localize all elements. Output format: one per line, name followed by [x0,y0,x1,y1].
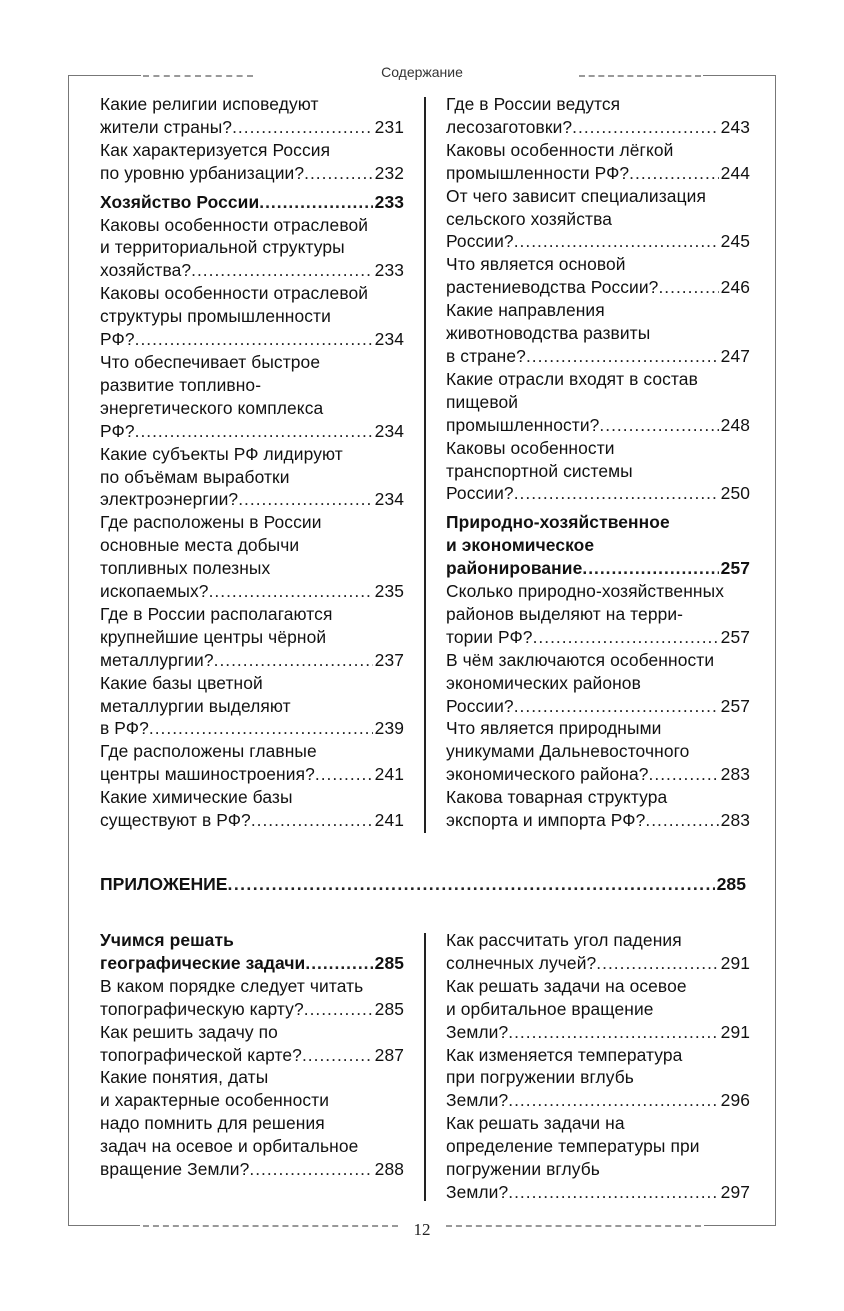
toc-entry-line: Каковы особенности отраслевой [100,214,369,235]
toc-page-number: 250 [720,483,750,504]
leader-dots [238,488,372,511]
toc-page-number: 285 [374,952,404,973]
leader-dots [582,557,718,580]
toc-page-number: 245 [720,231,750,252]
toc-entry[interactable] [446,975,750,1044]
toc-entry-line: вращение Земли? [100,1159,250,1180]
toc-entry-line: энергетического комплекса [100,397,324,418]
leader-dots [191,259,373,282]
toc-column-right-top [446,93,750,832]
toc-page-number: 232 [374,162,404,183]
toc-entry-line: России? [446,483,514,504]
leader-dots [304,998,373,1021]
leader-dots [514,482,719,505]
toc-page-number: 243 [720,116,750,137]
toc-entry-line: Каковы особенности отраслевой [100,283,369,304]
leader-dots [599,414,718,437]
toc-entry-line: и экономическое [446,535,595,556]
toc-entry-line: Что является природными [446,718,662,739]
toc-entry-line: сельского хозяйства [446,208,612,229]
toc-entry[interactable] [446,1112,750,1204]
toc-entry-line: Что является основой [446,254,626,275]
leader-dots [302,1044,373,1067]
toc-page-number: 234 [374,329,404,350]
toc-entry[interactable] [446,511,750,580]
toc-entry-line: уникумами Дальневосточного [446,741,690,762]
toc-entry-line: Какие базы цветной [100,672,263,693]
leader-dots [214,649,373,672]
toc-entry[interactable] [446,649,750,718]
toc-entry-line: центры машиностроения? [100,764,315,785]
toc-entry-line: Как изменяется температура [446,1044,683,1065]
leader-dots [209,580,373,603]
toc-page-number: 234 [374,420,404,441]
toc-page-number: 244 [720,162,750,183]
toc-entry[interactable] [100,975,404,1021]
toc-page-number: 234 [374,489,404,510]
toc-page-number: 291 [720,1021,750,1042]
toc-entry-line: транспортной системы [446,460,633,481]
toc-entry-line: пищевой [446,391,519,412]
toc-entry[interactable] [446,580,750,649]
leader-dots [249,1158,372,1181]
toc-entry-line: От чего зависит специализация [446,185,706,206]
toc-entry-line: Какие субъекты РФ лидируют [100,443,343,464]
toc-entry-line: ископаемых? [100,581,209,602]
toc-page-number: 235 [374,581,404,602]
toc-entry-line: погружении вглубь [446,1159,600,1180]
toc-page-number: 241 [374,810,404,831]
column-divider-bottom [424,933,426,1201]
appendix-page: 285 [716,874,746,894]
toc-entry-line: Земли? [446,1090,509,1111]
leader-dots [228,874,715,895]
toc-entry-line: в РФ? [100,718,149,739]
toc-page-number: 285 [374,998,404,1019]
toc-entry-line: топографической карте? [100,1044,302,1065]
toc-entry-line: и территориальной структуры [100,237,345,258]
toc-entry-line: Где в России располагаются [100,603,333,624]
leader-dots [135,420,373,443]
leader-dots [135,328,373,351]
toc-page-number: 257 [720,626,750,647]
toc-entry-line: крупнейшие центры чёрной [100,626,327,647]
toc-entry-line: РФ? [100,420,135,441]
toc-entry[interactable] [100,786,404,832]
toc-entry-line: Какова товарная структура [446,787,668,808]
toc-entry-line: существуют в РФ? [100,810,251,831]
toc-column-left-bottom [100,929,404,1181]
toc-page-number: 233 [374,191,404,212]
leader-dots [251,809,373,832]
toc-entry-line: экономических районов [446,672,641,693]
toc-page-number: 257 [720,558,750,579]
toc-entry-line: Как решать задачи на осевое [446,975,687,996]
toc-page-number: 297 [720,1181,750,1202]
toc-page-number: 247 [720,345,750,366]
toc-entry-line: Какие химические базы [100,787,293,808]
toc-page-number: 287 [374,1044,404,1065]
toc-entry[interactable] [446,185,750,254]
toc-entry[interactable] [100,191,404,214]
running-header: Содержание [381,64,463,80]
toc-page-number: 231 [374,116,404,137]
leader-dots [572,116,719,139]
column-divider-top [424,97,426,833]
toc-entry[interactable] [446,139,750,185]
toc-entry[interactable] [446,368,750,437]
toc-entry-line: жители страны? [100,116,233,137]
toc-entry-line: Земли? [446,1181,509,1202]
toc-entry[interactable] [446,786,750,832]
toc-entry-line: Сколько природно-хозяйственных [446,581,725,602]
toc-entry-line: и орбитальное вращение [446,998,654,1019]
toc-entry-line: Как рассчитать угол падения [446,930,682,950]
toc-entry-line: Природно-хозяйственное [446,512,670,533]
toc-entry[interactable] [100,740,404,786]
toc-entry-line: географические задачи [100,952,306,973]
page-number: 12 [413,1220,431,1239]
toc-entry-line: определение температуры при [446,1136,700,1157]
leader-dots [658,276,718,299]
toc-entry-line: хозяйства? [100,260,192,281]
toc-entry[interactable] [446,1044,750,1113]
appendix-title: ПРИЛОЖЕНИЕ [100,874,228,894]
toc-entry-line: Каковы особенности [446,437,615,458]
toc-page-number: 237 [374,649,404,670]
toc-entry[interactable] [100,443,404,512]
toc-entry[interactable] [446,253,750,299]
toc-entry[interactable] [100,672,404,741]
toc-entry-line: Учимся решать [100,930,234,950]
toc-column-right-bottom [446,929,750,1204]
toc-entry-line: по объёмам выработки [100,466,290,487]
toc-entry-line: Где в России ведутся [446,94,621,114]
toc-entry-line: районирование [446,558,583,579]
toc-entry[interactable] [100,929,404,975]
toc-page-number: 246 [720,277,750,298]
leader-dots [508,1089,718,1112]
toc-entry-line: РФ? [100,329,135,350]
toc-entry-line: Как решать задачи на [446,1113,625,1134]
toc-entry-line: в стране? [446,345,526,366]
toc-entry-line: растениеводства России? [446,277,659,298]
leader-dots [526,345,719,368]
toc-appendix-entry[interactable] [100,874,746,895]
toc-entry-line: задач на осевое и орбитальное [100,1136,359,1157]
toc-entry-line: лесозаготовки? [446,116,573,137]
toc-entry-line: Какие религии исповедуют [100,94,319,114]
toc-entry-line: топливных полезных [100,558,271,579]
toc-entry-line: животноводства развиты [446,323,651,344]
toc-entry-line: районов выделяют на терри- [446,603,684,624]
toc-entry-line: основные места добычи [100,535,300,556]
toc-entry-line: Какие направления [446,300,605,321]
toc-entry-line: В чём заключаются особенности [446,649,715,670]
toc-entry[interactable] [100,511,404,603]
toc-entry-line: Каковы особенности лёгкой [446,139,674,160]
toc-entry-line: экспорта и импорта РФ? [446,810,646,831]
toc-page-number: 241 [374,764,404,785]
leader-dots [305,952,372,975]
leader-dots [315,763,373,786]
toc-entry[interactable] [100,1066,404,1181]
leader-dots [304,162,373,185]
toc-entry-line: России? [446,231,514,252]
leader-dots [508,1021,718,1044]
toc-column-left-top [100,93,404,832]
toc-entry[interactable] [100,282,404,351]
toc-page-number: 248 [720,414,750,435]
toc-entry-line: топографическую карту? [100,998,304,1019]
toc-entry-line: электроэнергии? [100,489,239,510]
toc-entry[interactable] [446,717,750,786]
leader-dots [629,162,719,185]
toc-entry-line: Какие отрасли входят в состав [446,368,698,389]
toc-entry-line: металлургии? [100,649,214,670]
toc-entry[interactable] [446,929,750,975]
toc-page-number: 257 [720,695,750,716]
toc-entry-line: экономического района? [446,764,649,785]
leader-dots [596,952,718,975]
toc-page-number: 291 [720,952,750,973]
toc-entry-line: Что обеспечивает быстрое [100,351,321,372]
toc-entry[interactable] [446,437,750,506]
toc-page-number: 288 [374,1159,404,1180]
toc-entry-line: тории РФ? [446,626,533,647]
toc-entry[interactable] [100,1021,404,1067]
toc-entry-line: Где расположены главные [100,741,317,762]
toc-entry-line: промышленности? [446,414,600,435]
toc-entry[interactable] [446,299,750,368]
toc-entry-line: солнечных лучей? [446,952,597,973]
toc-entry-line: Как решить задачу по [100,1021,278,1042]
leader-dots [508,1181,718,1204]
toc-entry-line: Земли? [446,1021,509,1042]
toc-entry-line: России? [446,695,514,716]
toc-entry-line: Какие понятия, даты [100,1067,269,1088]
toc-entry-line: металлургии выделяют [100,695,291,716]
toc-entry-line: при погружении вглубь [446,1067,634,1088]
leader-dots [514,230,719,253]
toc-entry[interactable] [100,603,404,672]
toc-page-number: 283 [720,810,750,831]
toc-entry-line: промышленности РФ? [446,162,630,183]
toc-entry-line: надо помнить для решения [100,1113,325,1134]
leader-dots [149,717,373,740]
leader-dots [645,809,718,832]
leader-dots [514,695,719,718]
toc-page-number: 296 [720,1090,750,1111]
toc-entry-line: структуры промышленности [100,306,331,327]
toc-entry-line: Где расположены в России [100,512,322,533]
toc-entry-line: Как характеризуется Россия [100,139,331,160]
toc-entry[interactable] [446,93,750,139]
toc-page-number: 239 [374,718,404,739]
toc-entry-line: по уровню урбанизации? [100,162,305,183]
leader-dots [649,763,719,786]
leader-dots [259,191,372,214]
leader-dots [232,116,373,139]
toc-entry-line: В каком порядке следует читать [100,975,364,996]
toc-entry[interactable] [100,139,404,185]
toc-entry[interactable] [100,214,404,283]
leader-dots [533,626,719,649]
toc-entry-line: и характерные особенности [100,1090,330,1111]
toc-page-number: 233 [374,260,404,281]
toc-entry-line: Хозяйство России [100,191,260,212]
toc-page-number: 283 [720,764,750,785]
toc-entry-line: развитие топливно- [100,374,262,395]
toc-entry[interactable] [100,351,404,443]
toc-entry[interactable] [100,93,404,139]
